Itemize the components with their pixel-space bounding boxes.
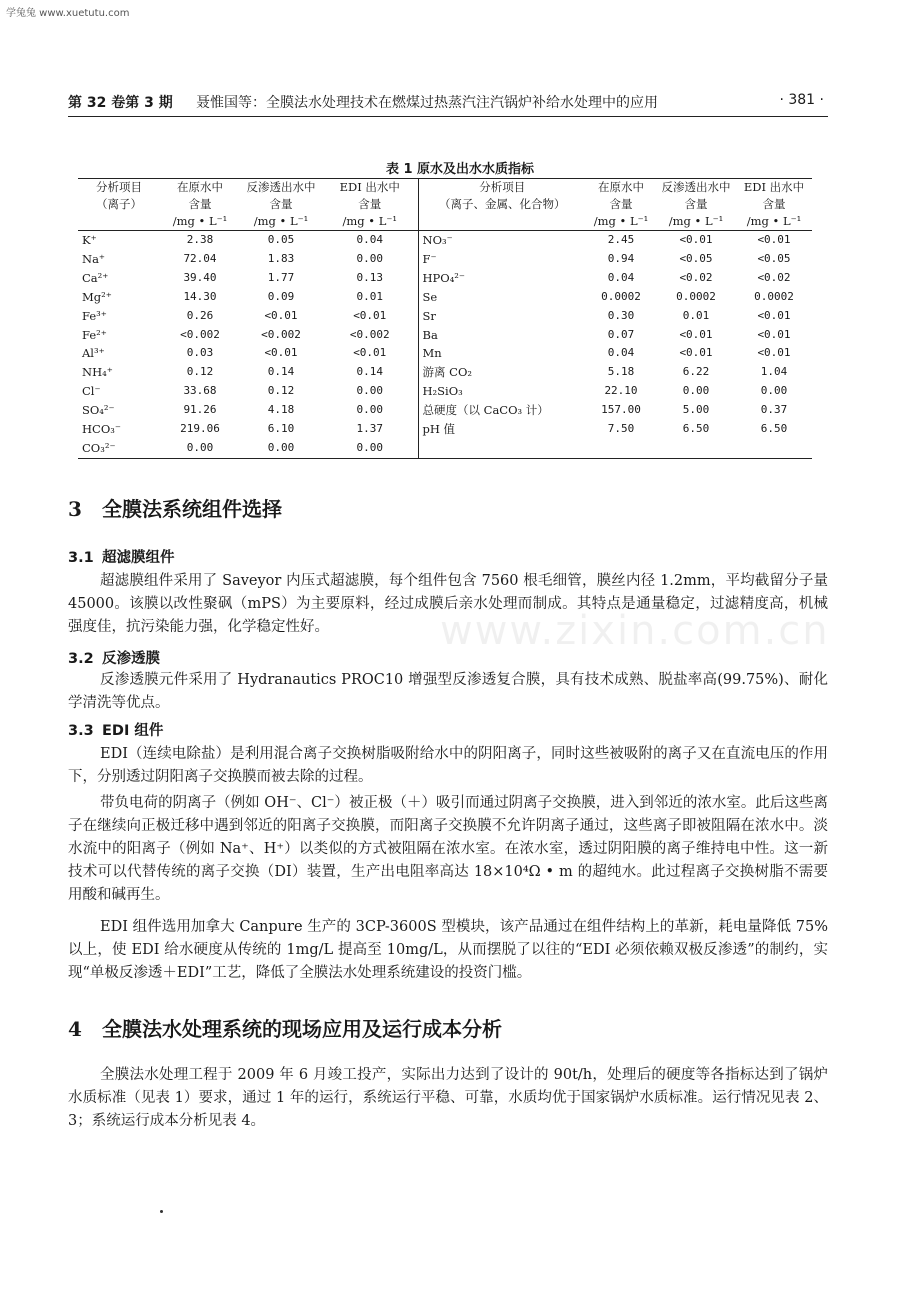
analyte-cell: Mg²⁺ xyxy=(82,289,112,304)
header-item-right: 分析项目 （离子、金属、化合物） xyxy=(418,179,586,214)
value-cell: <0.01 xyxy=(679,346,713,360)
table-row xyxy=(78,307,812,326)
running-header xyxy=(68,90,828,117)
header-unit: /mg • L⁻¹ xyxy=(586,213,656,231)
value-cell: <0.05 xyxy=(679,251,713,265)
table-row xyxy=(78,420,812,439)
value-cell: 157.00 xyxy=(601,403,641,417)
analyte-cell: HPO₄²⁻ xyxy=(422,270,465,285)
header-raw-right: 在原水中 xyxy=(586,179,656,197)
value-cell: 0.00 xyxy=(760,384,788,398)
table-body xyxy=(78,231,812,459)
analyte-cell: SO₄²⁻ xyxy=(82,403,115,418)
value-cell: 0.26 xyxy=(186,308,214,322)
value-cell: 0.01 xyxy=(682,308,710,322)
paragraph-ultrafiltration: 超滤膜组件采用了 Saveyor 内压式超滤膜，每个组件包含 7560 根毛细管，膜丝内径 1.2mm，平均截留分子量 45000。该膜以改性聚砜（mPS）为主要原料，经过成膜后亲水处理而制成。其特点是通量稳定，过滤精度高，机械强度佳，抗污染能力强，化学稳定性好。 xyxy=(68,573,828,635)
analyte-cell: Se xyxy=(422,289,438,304)
value-cell: 6.50 xyxy=(760,422,788,436)
water-quality-table xyxy=(78,178,812,459)
value-cell: <0.01 xyxy=(757,308,791,322)
analyte-cell: pH 值 xyxy=(422,422,456,437)
analyte-cell: 游离 CO₂ xyxy=(422,365,472,380)
header-spacer xyxy=(418,213,586,231)
analyte-cell: HCO₃⁻ xyxy=(82,422,121,437)
value-cell: 0.05 xyxy=(267,233,295,246)
header-unit: /mg • L⁻¹ xyxy=(656,213,736,231)
value-cell: <0.01 xyxy=(757,233,791,246)
analyte-cell: Al³⁺ xyxy=(82,346,105,361)
value-cell: 14.30 xyxy=(183,289,217,303)
value-cell: <0.05 xyxy=(757,251,791,265)
analyte-cell: H₂SiO₃ xyxy=(422,384,463,399)
value-cell: 1.37 xyxy=(322,420,418,439)
subsection-3-1-heading: 3.1 超滤膜组件 xyxy=(68,550,175,566)
analyte-cell: Cl⁻ xyxy=(82,384,101,399)
value-cell: <0.002 xyxy=(180,327,220,341)
table-row xyxy=(78,326,812,345)
value-cell: <0.01 xyxy=(264,308,298,322)
value-cell: 22.10 xyxy=(604,384,638,398)
analyte-cell: K⁺ xyxy=(82,233,97,247)
value-cell: 33.68 xyxy=(183,384,217,398)
paragraph-edi-mechanism: 带负电荷的阴离子（例如 OH⁻、Cl⁻）被正极（＋）吸引而通过阴离子交换膜，进入到邻近的浓水室。此后这些离子在继续向正极迁移中遇到邻近的阳离子交换膜，而阳离子交换膜不允许阴离子通过，这些离子即被阻隔在浓水中。淡水流中的阳离子（例如 Na⁺、H⁺）以类似的方式被阻隔在浓水室。在浓水室，透过阴阳膜的离子维持电中性。这一新技术可以代替传统的离子交换（DI）装置，生产出电阻率高达 18×10⁴Ω • m 的超纯水。此过程离子交换树脂不需要用酸和碱再生。 xyxy=(68,795,828,903)
running-title: 聂惟国等：全膜法水处理技术在燃煤过热蒸汽注汽锅炉补给水处理中的应用 xyxy=(196,95,658,111)
header-content-label: 含量 xyxy=(762,197,786,211)
journal-volume: 第 32 卷第 3 期 xyxy=(68,95,173,111)
value-cell: <0.02 xyxy=(757,270,791,284)
value-cell: 0.09 xyxy=(267,289,295,303)
header-content-label: 含量 xyxy=(684,197,708,211)
value-cell: 0.12 xyxy=(267,384,295,398)
value-cell: <0.01 xyxy=(757,327,791,341)
paragraph-application: 全膜法水处理工程于 2009 年 6 月竣工投产，实际出力达到了设计的 90t/h，处理后的硬度等各指标达到了锅炉水质标准（见表 1）要求，通过 1 年的运行，系统运行平稳、可靠，水质均优于国家锅炉水质标准。运行情况见表 2、3；系统运行成本分析见表 4。 xyxy=(68,1067,828,1129)
value-cell: 5.18 xyxy=(607,365,635,379)
value-cell: <0.01 xyxy=(679,327,713,341)
value-cell: 0.0002 xyxy=(676,289,716,303)
value-cell: 0.00 xyxy=(160,439,240,458)
value-cell: <0.01 xyxy=(322,344,418,363)
header-ro-right: 反渗透出水中 xyxy=(656,179,736,197)
header-unit: /mg • L⁻¹ xyxy=(240,213,322,231)
value-cell: <0.01 xyxy=(264,346,298,360)
analyte-cell: Fe³⁺ xyxy=(82,308,107,323)
value-cell: 0.00 xyxy=(682,384,710,398)
header-content-label: 含量 xyxy=(269,197,293,211)
analyte-cell: Na⁺ xyxy=(82,251,105,266)
analyte-cell: Ba xyxy=(422,327,438,342)
subsection-3-2-heading: 3.2 反渗透膜 xyxy=(68,651,160,667)
table-row xyxy=(78,231,812,250)
value-cell: 6.10 xyxy=(267,422,295,436)
value-cell: 0.37 xyxy=(760,403,788,417)
analyte-cell: NH₄⁺ xyxy=(82,365,113,380)
header-ro-left: 反渗透出水中 xyxy=(240,179,322,197)
value-cell: 72.04 xyxy=(183,251,217,265)
value-cell: 0.14 xyxy=(267,365,295,379)
value-cell: 0.94 xyxy=(607,251,635,265)
value-cell: 0.00 xyxy=(322,382,418,401)
header-content-label: 含量 xyxy=(322,196,418,213)
value-cell: <0.01 xyxy=(679,233,713,246)
value-cell: 0.0002 xyxy=(601,289,641,303)
value-cell: 0.13 xyxy=(322,269,418,288)
paragraph-edi-module: EDI 组件选用加拿大 Canpure 生产的 3CP-3600S 型模块，该产品通过在组件结构上的革新，耗电量降低 75%以上，使 EDI 给水硬度从传统的 1mg/L 提高至 10mg/L，从而摆脱了以往的“EDI 必须依赖双极反渗透”的制约，实现“单极反渗透＋EDI”工艺，降低了全膜法水处理系统建设的投资门槛。 xyxy=(68,919,828,981)
value-cell: <0.002 xyxy=(261,327,301,341)
value-cell: 0.04 xyxy=(322,231,418,250)
value-cell: <0.01 xyxy=(322,307,418,326)
value-cell: 1.04 xyxy=(760,365,788,379)
subsection-3-3-heading: 3.3 EDI 组件 xyxy=(68,723,164,739)
value-cell: 2.38 xyxy=(186,233,214,246)
value-cell: 91.26 xyxy=(183,403,217,417)
value-cell: 0.01 xyxy=(322,288,418,307)
table-row xyxy=(78,250,812,269)
value-cell: <0.01 xyxy=(757,346,791,360)
paragraph-edi-definition: EDI（连续电除盐）是利用混合离子交换树脂吸附给水中的阴阳离子，同时这些被吸附的离子又在直流电压的作用下，分别透过阴阳离子交换膜而被去除的过程。 xyxy=(68,746,828,785)
section-3-heading: 3 全膜法系统组件选择 xyxy=(68,497,282,521)
value-cell: 0.0002 xyxy=(754,289,794,303)
value-cell: 7.50 xyxy=(607,422,635,436)
header-raw-left: 在原水中 xyxy=(160,179,240,197)
analyte-cell xyxy=(418,439,586,458)
site-watermark: 学兔兔 www.xuetutu.com xyxy=(6,8,130,19)
value-cell: 6.22 xyxy=(682,365,710,379)
header-item-left: 分析项目 （离子） xyxy=(78,179,160,214)
value-cell: 0.12 xyxy=(186,365,214,379)
paragraph-reverse-osmosis: 反渗透膜元件采用了 Hydranautics PROC10 增强型反渗透复合膜，具有技术成熟、脱盐率高(99.75%)、耐化学清洗等优点。 xyxy=(68,672,828,711)
header-unit: /mg • L⁻¹ xyxy=(322,213,418,231)
stray-dot xyxy=(160,1210,163,1213)
value-cell: 0.00 xyxy=(322,401,418,420)
header-unit: /mg • L⁻¹ xyxy=(160,213,240,231)
faint-watermark: www.zixin.com.cn xyxy=(440,608,830,654)
value-cell: <0.02 xyxy=(679,270,713,284)
analyte-cell: Fe²⁺ xyxy=(82,327,107,342)
value-cell: 39.40 xyxy=(183,270,217,284)
value-cell: 2.45 xyxy=(607,233,635,246)
analyte-cell: CO₃²⁻ xyxy=(78,439,160,458)
table-row xyxy=(78,401,812,420)
value-cell: 6.50 xyxy=(682,422,710,436)
value-cell: 0.07 xyxy=(607,327,635,341)
header-content-label: 含量 xyxy=(188,197,212,211)
header-edi-right: EDI 出水中 xyxy=(736,179,812,197)
table-caption: 表 1 原水及出水水质指标 xyxy=(385,162,535,177)
value-cell: <0.002 xyxy=(322,326,418,345)
header-unit: /mg • L⁻¹ xyxy=(736,213,812,231)
analyte-cell: Ca²⁺ xyxy=(82,270,109,285)
analyte-cell: Mn xyxy=(422,346,442,361)
value-cell: 0.04 xyxy=(607,270,635,284)
analyte-cell: 总硬度（以 CaCO₃ 计） xyxy=(422,403,549,418)
value-cell: 0.03 xyxy=(186,346,214,360)
value-cell: 0.00 xyxy=(322,439,418,458)
header-content-label: 含量 xyxy=(609,197,633,211)
value-cell: 0.00 xyxy=(240,439,322,458)
header-edi-left: EDI 出水中 xyxy=(322,179,418,197)
table-row xyxy=(78,288,812,307)
table-row xyxy=(78,382,812,401)
header-spacer xyxy=(78,213,160,231)
value-cell xyxy=(656,439,736,458)
value-cell xyxy=(586,439,656,458)
analyte-cell: F⁻ xyxy=(422,251,437,266)
table-row xyxy=(78,439,812,458)
section-4-heading: 4 全膜法水处理系统的现场应用及运行成本分析 xyxy=(68,1017,502,1041)
table-row xyxy=(78,344,812,363)
value-cell: 219.06 xyxy=(180,422,220,436)
table-row xyxy=(78,363,812,382)
analyte-cell: NO₃⁻ xyxy=(422,233,453,247)
value-cell xyxy=(736,439,812,458)
value-cell: 1.83 xyxy=(267,251,295,265)
value-cell: 4.18 xyxy=(267,403,295,417)
value-cell: 0.30 xyxy=(607,308,635,322)
value-cell: 0.14 xyxy=(322,363,418,382)
table-row xyxy=(78,269,812,288)
analyte-cell: Sr xyxy=(422,308,436,323)
value-cell: 0.04 xyxy=(607,346,635,360)
value-cell: 0.00 xyxy=(322,250,418,269)
page-number: · 381 · xyxy=(779,92,824,108)
value-cell: 5.00 xyxy=(682,403,710,417)
value-cell: 1.77 xyxy=(267,270,295,284)
